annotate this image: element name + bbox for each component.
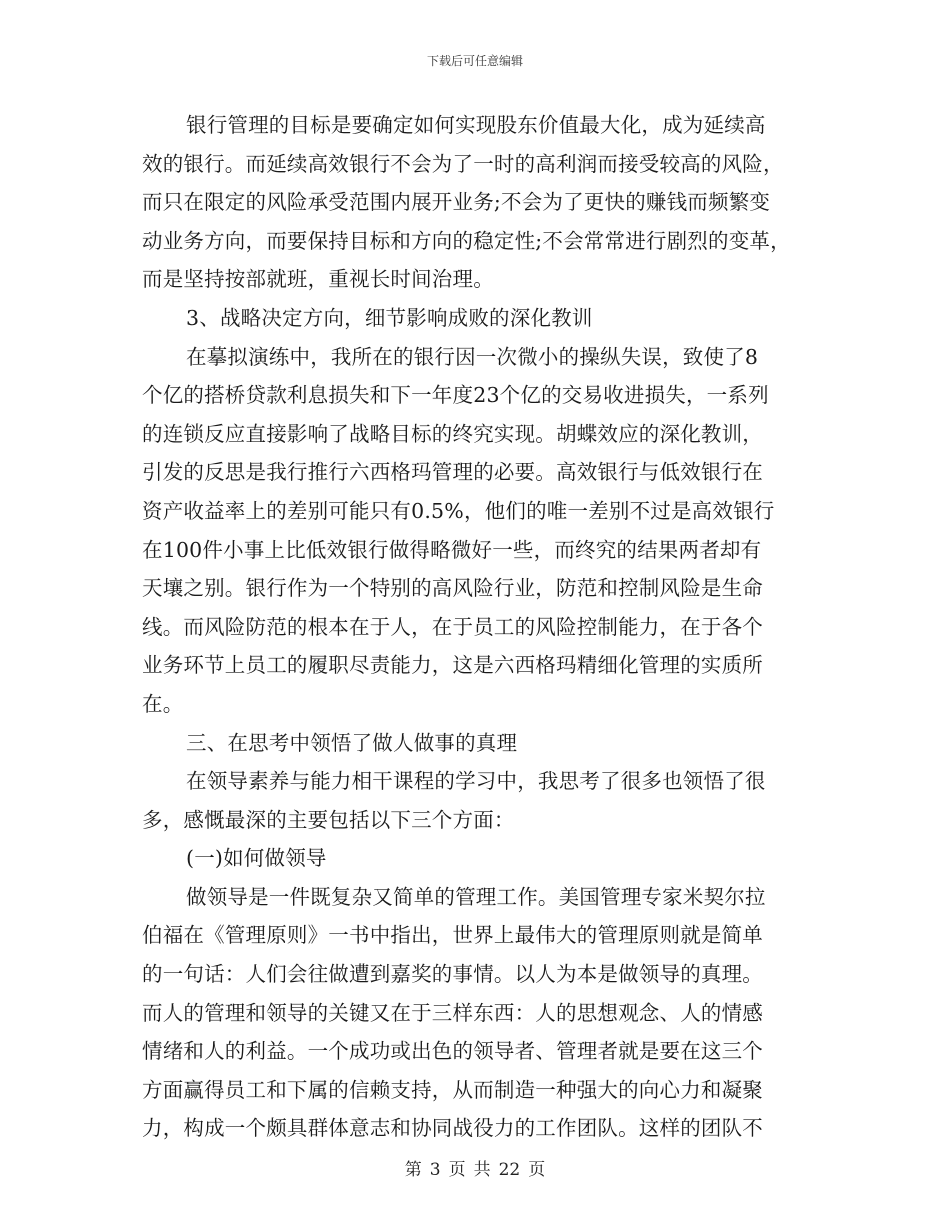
paragraph-line: 个亿的搭桥贷款利息损失和下一年度23个亿的交易收进损失，一系列 [142,383,769,408]
paragraph-line: 力，构成一个颇具群体意志和协同战役力的工作团队。这样的团队不 [142,1116,763,1141]
total-unit: 页 [528,1160,546,1180]
paragraph-line: 线。而风险防范的根本在于人，在于员工的风险控制能力，在于各个 [142,614,763,639]
total-prefix: 共 [473,1160,491,1180]
page-unit: 页 [448,1160,466,1180]
subsection-heading: (一)如何做领导 [186,846,327,871]
paragraph-line: 在100件小事上比低效银行做得略微好一些，而终究的结果两者却有 [142,537,762,562]
paragraph-line: 效的银行。而延续高效银行不会为了一时的高利润而接受较高的风险， [142,151,784,176]
section-heading: 三、在思考中领悟了做人做事的真理 [186,730,518,755]
paragraph-line: 多，感慨最深的主要包括以下三个方面： [142,807,515,832]
page-footer [0,1155,950,1180]
section-heading: 3、战略决定方向，细节影响成败的深化教训 [186,305,593,330]
paragraph-line: 而只在限定的风险承受范围内展开业务;不会为了更快的赚钱而频繁变 [142,190,771,215]
paragraph-line: 动业务方向，而要保持目标和方向的稳定性;不会常常进行剧烈的变革， [142,228,791,253]
page-number: 3 [429,1160,441,1180]
paragraph-line: 的连锁反应直接影响了战略目标的终究实现。胡蝶效应的深化教训， [142,421,763,446]
paragraph-line: 而人的管理和领导的关键又在于三样东西：人的思想观念、人的情感 [142,1000,763,1025]
paragraph-line: 业务环节上员工的履职尽责能力，这是六西格玛精细化管理的实质所 [142,653,763,678]
paragraph-line: 伯福在《管理原则》一书中指出，世界上最伟大的管理原则就是简单 [142,923,763,948]
paragraph-line: 的一句话：人们会往做遭到嘉奖的事情。以人为本是做领导的真理。 [142,962,763,987]
paragraph-line: 做领导是一件既复杂又简单的管理工作。美国管理专家米契尔拉 [186,884,766,909]
paragraph-line: 情绪和人的利益。一个成功或出色的领导者、管理者就是要在这三个 [142,1039,763,1064]
paragraph-line: 在摹拟演练中，我所在的银行因一次微小的操纵失误，致使了8 [186,344,759,369]
page-prefix: 第 [404,1160,422,1180]
paragraph-line: 引发的反思是我行推行六西格玛管理的必要。高效银行与低效银行在 [142,460,763,485]
total-pages: 22 [498,1160,521,1180]
page-header: 下载后可任意编辑 [426,54,523,68]
paragraph-line: 方面赢得员工和下属的信赖支持，从而制造一种强大的向心力和凝聚 [142,1077,763,1102]
document-body [142,106,806,1148]
paragraph-line: 在。 [142,691,184,716]
paragraph-line: 银行管理的目标是要确定如何实现股东价值最大化，成为延续高 [186,113,766,137]
paragraph-line: 在领导素养与能力相干课程的学习中，我思考了很多也领悟了很 [186,769,766,794]
paragraph-line: 资产收益率上的差别可能只有0.5%，他们的唯一差别不过是高效银行 [142,498,775,523]
paragraph-line: 天壤之别。银行作为一个特别的高风险行业，防范和控制风险是生命 [142,576,763,601]
paragraph-line: 而是坚持按部就班，重视长时间治理。 [142,267,494,292]
